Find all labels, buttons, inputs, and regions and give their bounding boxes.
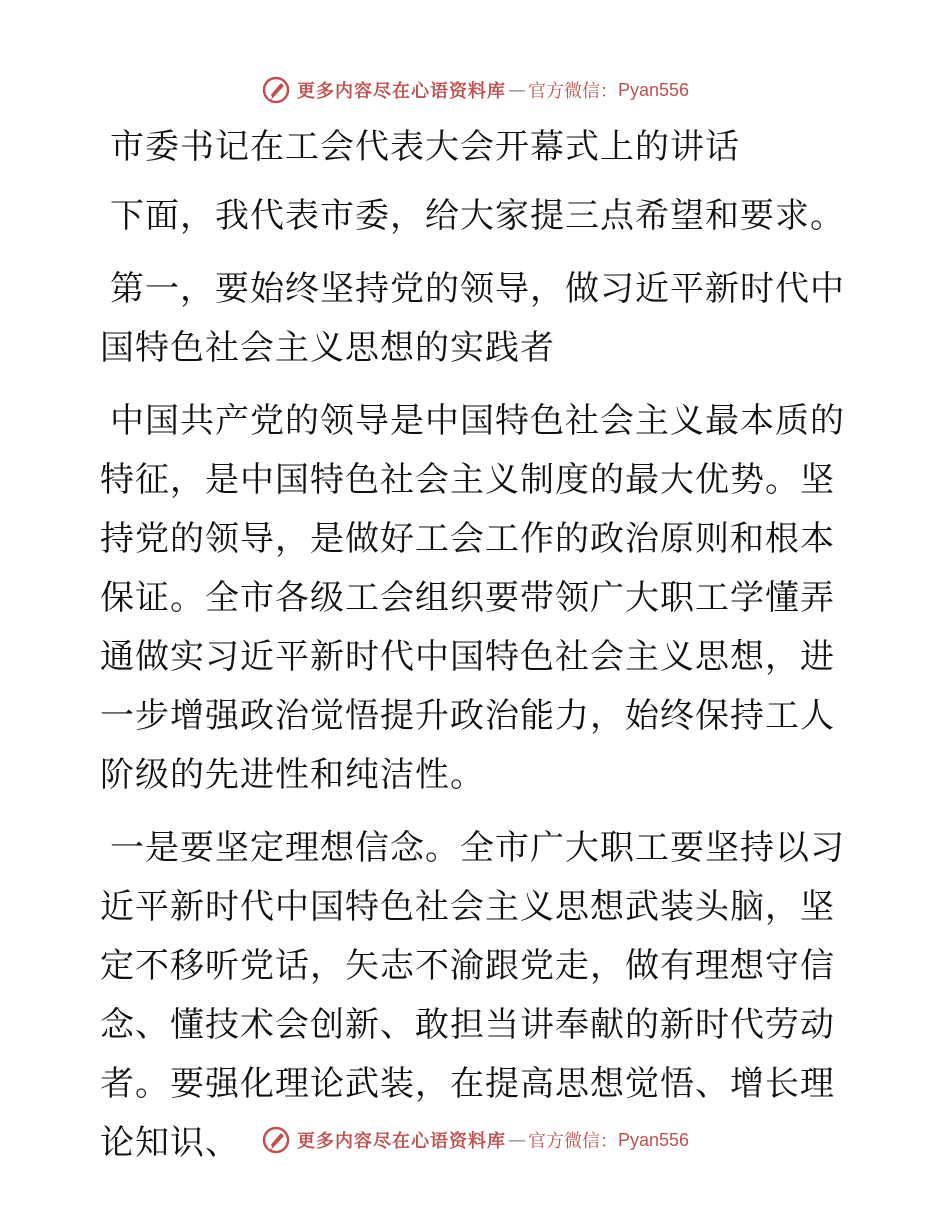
watermark-dash: —: [507, 1129, 526, 1151]
header-watermark: [0, 70, 950, 110]
document-title: 市委书记在工会代表大会开幕式上的讲话: [110, 127, 740, 167]
paragraph: 一是要坚定理想信念。全市广大职工要坚持以习近平新时代中国特色社会主义思想武装头脑，坚定不移听党话，矢志不渝跟党走，做有理想守信念、懂技术会创新、敢担当讲奉献的新时代劳动者。要强化理论武装，在提高思想觉悟、增长理论知识、: [100, 828, 845, 1163]
paragraph: 中国共产党的领导是中国特色社会主义最本质的特征，是中国特色社会主义制度的最大优势。坚持党的领导，是做好工会工作的政治原则和根本保证。全市各级工会组织要带领广大职工学懂弄通做实习近平新时代中国特色社会主义思想，进一步增强政治觉悟提升政治能力，始终保持工人阶级的先进性和纯洁性。: [100, 401, 845, 795]
paragraph: 下面，我代表市委，给大家提三点希望和要求。: [110, 196, 845, 236]
pen-circle-logo-icon: [261, 75, 291, 105]
watermark-dash: —: [507, 79, 526, 101]
watermark-label: 官方微信：: [527, 1131, 618, 1152]
watermark-main-text: 更多内容尽在心语资料库: [296, 81, 506, 102]
watermark-main-text: 更多内容尽在心语资料库: [296, 1131, 506, 1152]
watermark-id: Pyan556: [617, 79, 690, 100]
watermark-label: 官方微信：: [527, 81, 618, 102]
watermark-id: Pyan556: [617, 1129, 690, 1150]
paragraph: 第一，要始终坚持党的领导，做习近平新时代中国特色社会主义思想的实践者: [100, 269, 845, 368]
pen-circle-logo-icon: [261, 1125, 291, 1155]
document-body: [100, 118, 860, 1187]
footer-watermark: [0, 1120, 950, 1160]
